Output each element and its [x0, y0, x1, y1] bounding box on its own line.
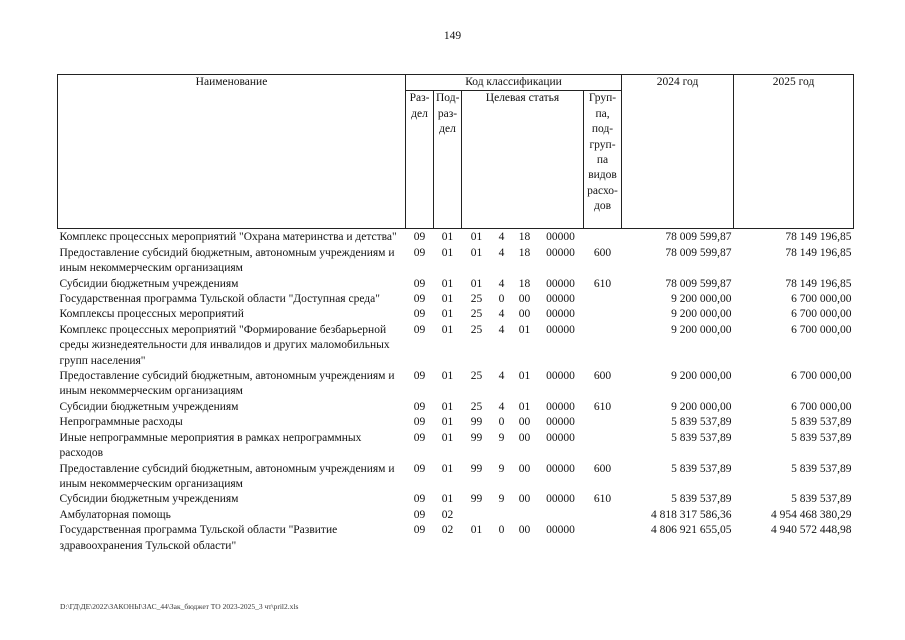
- table-row: [58, 492, 854, 507]
- row-target-program: 25: [470, 370, 483, 383]
- row-amount-2025: 5 839 537,89: [791, 493, 852, 506]
- row-name: Комплексы процессных мероприятий: [59, 308, 244, 321]
- row-target-program: 01: [470, 231, 483, 244]
- table-row: [58, 229, 854, 246]
- row-amount-2025: 5 839 537,89: [791, 431, 852, 444]
- table-row: [58, 292, 854, 307]
- row-name: Предоставление субсидий бюджетным, автономным учреждениям и иным некоммерческим организациям: [59, 246, 395, 275]
- row-target-subprogram: 01: [518, 400, 531, 413]
- row-expense-group: 610: [593, 277, 612, 290]
- row-expense-group: [584, 431, 622, 462]
- row-amount-2024: 5 839 537,89: [671, 462, 732, 475]
- row-target-program: 01: [470, 246, 483, 259]
- table-row: [58, 307, 854, 322]
- row-razdel: 09: [413, 508, 426, 521]
- row-target-subprogram: 18: [518, 277, 531, 290]
- row-expense-group: [584, 415, 622, 430]
- row-podrazdel: 01: [441, 493, 454, 506]
- row-razdel: 09: [413, 524, 426, 537]
- row-podrazdel: 02: [441, 508, 454, 521]
- row-target-type: 4: [498, 246, 505, 259]
- row-target-subprogram: 00: [518, 462, 531, 475]
- row-podrazdel: 01: [441, 293, 454, 306]
- row-amount-2025: 4 940 572 448,98: [771, 524, 852, 537]
- row-name: Комплекс процессных мероприятий "Формирование безбарьерной среды жизнедеятельности для инвалидов и других маломобильных групп населения": [59, 323, 390, 367]
- row-razdel: 09: [413, 231, 426, 244]
- row-target-subprogram: 01: [518, 370, 531, 383]
- row-amount-2024: 9 200 000,00: [671, 293, 732, 306]
- row-target-direction: 00000: [546, 370, 575, 383]
- row-target-direction: 00000: [546, 277, 575, 290]
- row-amount-2025: 6 700 000,00: [791, 323, 852, 336]
- row-target-direction: 00000: [546, 293, 575, 306]
- row-target-direction: 00000: [546, 246, 575, 259]
- row-target-subprogram: 18: [518, 231, 531, 244]
- row-expense-group: 600: [593, 370, 612, 383]
- row-amount-2025: 6 700 000,00: [791, 293, 852, 306]
- row-podrazdel: 01: [441, 277, 454, 290]
- row-target-direction: [538, 508, 584, 523]
- row-target-direction: 00000: [546, 400, 575, 413]
- row-target-type: 4: [498, 277, 505, 290]
- table-row: [58, 246, 854, 277]
- row-expense-group: 610: [593, 400, 612, 413]
- table-row: [58, 462, 854, 493]
- row-amount-2024: 9 200 000,00: [671, 308, 732, 321]
- table-row: [58, 508, 854, 523]
- row-target-direction: 00000: [546, 323, 575, 336]
- row-name: Государственная программа Тульской области "Доступная среда": [59, 293, 380, 306]
- row-amount-2025: 5 839 537,89: [791, 416, 852, 429]
- row-target-type: 9: [498, 431, 505, 444]
- row-amount-2024: 5 839 537,89: [671, 416, 732, 429]
- row-podrazdel: 01: [441, 308, 454, 321]
- row-expense-group: [584, 523, 622, 554]
- row-razdel: 09: [413, 308, 426, 321]
- row-target-subprogram: 00: [518, 293, 531, 306]
- row-podrazdel: 01: [441, 246, 454, 259]
- row-expense-group: [584, 292, 622, 307]
- row-name: Предоставление субсидий бюджетным, автономным учреждениям и иным некоммерческим организациям: [59, 462, 395, 490]
- row-podrazdel: 01: [441, 431, 454, 444]
- row-target-direction: 00000: [546, 308, 575, 321]
- row-amount-2024: 9 200 000,00: [671, 323, 732, 336]
- row-podrazdel: 01: [441, 370, 454, 383]
- table-row: [58, 323, 854, 369]
- row-target-direction: 00000: [546, 431, 575, 444]
- header-year-2025: 2025 год: [734, 75, 854, 229]
- table-row: [58, 415, 854, 430]
- row-name: Иные непрограммные мероприятия в рамках непрограммных расходов: [59, 431, 362, 460]
- row-target-type: 9: [498, 462, 505, 475]
- row-target-type: 0: [498, 293, 505, 306]
- row-target-type: 4: [498, 308, 505, 321]
- table-row: [58, 369, 854, 400]
- page-number: 149: [443, 30, 462, 42]
- header-name: Наименование: [58, 75, 406, 229]
- row-name: Субсидии бюджетным учреждениям: [59, 493, 239, 506]
- row-target-subprogram: 00: [518, 416, 531, 429]
- row-target-subprogram: 00: [518, 431, 531, 444]
- row-name: Предоставление субсидий бюджетным, автономным учреждениям и иным некоммерческим организациям: [59, 370, 395, 398]
- row-expense-group: [584, 229, 622, 246]
- header-target-article: Целевая статья: [462, 91, 584, 229]
- row-target-program: [462, 508, 492, 523]
- row-podrazdel: 01: [441, 323, 454, 336]
- row-razdel: 09: [413, 493, 426, 506]
- row-name: Непрограммные расходы: [59, 416, 183, 429]
- budget-table: [57, 74, 854, 554]
- row-target-type: 4: [498, 231, 505, 244]
- row-target-direction: 00000: [546, 524, 575, 537]
- row-name: Субсидии бюджетным учреждениям: [59, 277, 239, 290]
- row-expense-group: [584, 508, 622, 523]
- header-podrazdel: Под- раз- дел: [434, 91, 462, 229]
- row-target-program: 99: [470, 431, 483, 444]
- row-razdel: 09: [413, 416, 426, 429]
- row-razdel: 09: [413, 277, 426, 290]
- row-amount-2024: 4 806 921 655,05: [651, 524, 732, 537]
- row-name: Комплекс процессных мероприятий "Охрана материнства и детства": [59, 231, 397, 244]
- table-body: [58, 229, 854, 554]
- row-target-program: 99: [470, 493, 483, 506]
- row-amount-2025: 6 700 000,00: [791, 370, 852, 383]
- row-expense-group: 610: [593, 493, 612, 506]
- table-row: [58, 277, 854, 292]
- row-amount-2024: 78 009 599,87: [665, 231, 732, 244]
- row-amount-2024: 78 009 599,87: [665, 277, 732, 290]
- row-target-program: 99: [470, 462, 483, 475]
- row-razdel: 09: [413, 462, 426, 475]
- row-target-direction: 00000: [546, 462, 575, 475]
- row-target-type: 9: [498, 493, 505, 506]
- row-target-program: 99: [470, 416, 483, 429]
- row-amount-2024: 5 839 537,89: [671, 431, 732, 444]
- footer-file-path: D:\ГД\ДЕ\2022\ЗАКОНЫ\ЗАС_44\Зак_бюджет ТО 2023-2025_3 чт\pril2.xls: [60, 602, 299, 611]
- row-name: Государственная программа Тульской области "Развитие здравоохранения Тульской области": [59, 524, 338, 552]
- row-amount-2024: 5 839 537,89: [671, 493, 732, 506]
- row-target-program: 25: [470, 323, 483, 336]
- row-target-subprogram: 00: [518, 493, 531, 506]
- row-target-program: 25: [470, 400, 483, 413]
- table-header: [58, 75, 854, 229]
- row-target-program: 25: [470, 308, 483, 321]
- row-razdel: 09: [413, 400, 426, 413]
- row-target-program: 01: [470, 277, 483, 290]
- row-amount-2025: 4 954 468 380,29: [771, 508, 852, 521]
- row-razdel: 09: [413, 246, 426, 259]
- table-row: [58, 400, 854, 415]
- row-name: Амбулаторная помощь: [59, 508, 171, 521]
- row-expense-group: [584, 307, 622, 322]
- row-expense-group: [584, 323, 622, 369]
- row-razdel: 09: [413, 323, 426, 336]
- row-amount-2025: 6 700 000,00: [791, 400, 852, 413]
- row-target-direction: 00000: [546, 493, 575, 506]
- row-target-type: 0: [498, 524, 505, 537]
- row-razdel: 09: [413, 370, 426, 383]
- row-razdel: 09: [413, 431, 426, 444]
- table-row: [58, 523, 854, 554]
- header-year-2024: 2024 год: [622, 75, 734, 229]
- row-target-subprogram: 01: [518, 323, 531, 336]
- row-target-type: 0: [498, 416, 505, 429]
- header-razdel: Раз- дел: [406, 91, 434, 229]
- row-podrazdel: 01: [441, 400, 454, 413]
- row-target-type: 4: [498, 323, 505, 336]
- row-target-subprogram: 00: [518, 308, 531, 321]
- row-podrazdel: 01: [441, 416, 454, 429]
- row-amount-2024: 9 200 000,00: [671, 370, 732, 383]
- row-podrazdel: 01: [441, 231, 454, 244]
- row-target-type: 4: [498, 370, 505, 383]
- table-row: [58, 431, 854, 462]
- row-expense-group: 600: [593, 246, 612, 259]
- row-target-direction: 00000: [546, 416, 575, 429]
- row-expense-group: 600: [593, 462, 612, 475]
- row-razdel: 09: [413, 293, 426, 306]
- row-amount-2025: 78 149 196,85: [785, 231, 852, 244]
- row-target-subprogram: 18: [518, 246, 531, 259]
- row-podrazdel: 02: [441, 524, 454, 537]
- header-expense-group: Груп- па, под- груп- па видов расхо- дов: [584, 91, 622, 229]
- row-target-type: [492, 508, 512, 523]
- row-target-program: 01: [470, 524, 483, 537]
- row-target-subprogram: 00: [518, 524, 531, 537]
- row-target-type: 4: [498, 400, 505, 413]
- row-podrazdel: 01: [441, 462, 454, 475]
- row-amount-2025: 5 839 537,89: [791, 462, 852, 475]
- row-target-program: 25: [470, 293, 483, 306]
- row-target-subprogram: [512, 508, 538, 523]
- header-code-group: Код классификации: [406, 75, 622, 91]
- row-amount-2024: 4 818 317 586,36: [651, 508, 732, 521]
- row-amount-2024: 9 200 000,00: [671, 400, 732, 413]
- row-amount-2024: 78 009 599,87: [665, 246, 732, 259]
- row-name: Субсидии бюджетным учреждениям: [59, 400, 239, 413]
- row-amount-2025: 78 149 196,85: [785, 246, 852, 259]
- row-target-direction: 00000: [546, 231, 575, 244]
- row-amount-2025: 6 700 000,00: [791, 308, 852, 321]
- row-amount-2025: 78 149 196,85: [785, 277, 852, 290]
